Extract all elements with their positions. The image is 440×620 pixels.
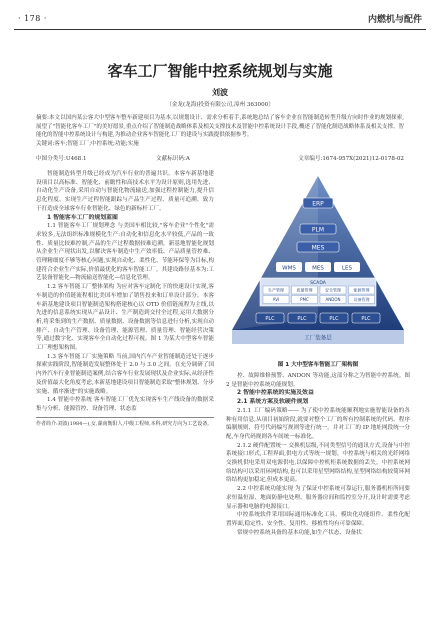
paragraph: 2.2 中控系统功能实现 为了保证中控系统可靠运行,服务器机柜所同要求恒温恒湿、地面防静电处理、服务器房间和监控室分开,设计时需要考虑显示器和电脑的电源接口。: [226, 486, 410, 510]
scada-module-label: PMC: [300, 297, 309, 303]
left-column: [36, 170, 214, 428]
scada-module-label: 质量管理: [296, 287, 313, 293]
paragraph: 2.1.1 工厂编码策略—— 为了使中控系统能顺利地实施智能设备的各种有用信息,从项目初始阶段,就要对整个工厂的所有控制系统的代码、程序编制规则、符号代码编写规则等进行统一。并对工厂的 IP 地址网段统一分配,车身代码规则各车间统一标准化。: [226, 407, 410, 440]
mes2-label: MES: [312, 265, 324, 272]
scada-module-label: 安全管理: [325, 287, 341, 293]
section-heading: 2.1 系统方案及软硬件规划: [237, 399, 309, 406]
paper-title: 客车工厂智能中控系统规划与实施: [107, 62, 333, 80]
affiliation: （金龙(龙海)投资有限公司,漳州 363000）: [166, 102, 274, 108]
section-heading: 2 智能中控系统的实施及效益: [237, 390, 314, 397]
journal-name: 内燃机与配件: [367, 15, 422, 25]
plc-label: PLC: [361, 316, 371, 322]
paragraph: 1.1 智能客车工厂规划理念 与美国车相比较,"客车企业"个性化"需求较多,无法组织标准规模化生产:自动化和信息化水平较低,产品的一致性、质量比较难控制,产品的生产过程数据较难追溯。新基地智能化规划从企业生产现状出发,以解决客车制造中生产效率低、产品质量管控难、管理精细度不够等核心问题,实现自动化、柔性化、节能环保等为目标,构建符合企业生产实际,价值最优化的客车智能工厂。其建设路径基本为:工艺装备智能化—物流输送智能化—信息化管理。: [36, 223, 214, 282]
paragraph: 1.3 客车智能工厂实施策略 当前,国内汽车产业智能制造还处于逐步探索实践阶段,智能制造发展整体处于 2.0 与 3.0 之间。在充分调研了国内外汽车行业智能制造案例,结合客车行业发展现状及企业实际,从经济性及价值最大化角度考虑,本新基地建设项目智能制造采取"整体规划、分步实施、循序渐进"的实施战略。: [36, 353, 214, 395]
scada-module-label: 设备管理: [353, 297, 370, 303]
paragraph: 1.4 智能中控系统 客车智能工厂优先实现客车生产线设备的数据采集与分析、能源管控、设备管理、状态监: [36, 397, 214, 412]
figure-caption: 图 1 大中型客车智能工厂架构图: [277, 362, 359, 368]
plc-label: PLC: [265, 316, 275, 322]
author: 刘波: [212, 87, 228, 97]
abstract-block: [36, 114, 404, 148]
paragraph: 智能制造转型升级已经成为汽车行业的普遍共识。本客车新基地建设项目以高标准、智能化、前瞻性和高技术水平为设计原则,选用先进、自动化生产设备,采用自动与智能化物流输送,加强过程控制能力,提升信息化程度。实现生产过程智能跟踪与产品生产过程、质量可追溯。致力于打造成全球客车行业智能化、绿色的新标杆工厂。: [36, 171, 214, 212]
paragraph: 控、故障维修预警、ANDON 等功能,这部分称之为智能中控系统。图 2 是智能中控系统功能规划。: [226, 373, 410, 388]
right-column: [226, 372, 410, 537]
erp-label: ERP: [312, 200, 324, 208]
pyramid-diagram: [226, 168, 410, 358]
scada-module-label: AVI: [272, 297, 280, 303]
paragraph: 2.1.2 硬件配置统一 交换机层级,不同类型信号的通讯方式,设备与中控系统接口形式,工程界面,供电方式等统一规划。中控系统与相关的光纤网络交换机供电采用双电源供电,以保障中控机柜系统数据的丢失。中控系统网络结构可以采用环网结构,也可以采用星型网络结构,星型网络结构较简环网络结构更加稳定,但成本更高。: [226, 442, 410, 484]
scada-module-label: ANDON: [325, 297, 341, 303]
classification-code: 中图分类号:U468.1: [36, 156, 87, 162]
article-id: 文章编号:1674-957X(2021)12-0178-02: [298, 156, 404, 162]
abstract: 摘要:本文以国内某公客大中型客车整车新建项目为基本,以规划设计、需求分析着手,系统地总结了客车企业在智能制造转型升级方向时作业的规划探索,展望了"智能化客车工厂"的美好愿景,重点介绍了智能制造战略体系及相关支撑技术及智能中控系统设计手段,概述了智能化制造战略体系及相关支撑。智能化的智能中控系统设计与构建,为推动企业客车智能化工厂的建设与实践提供依据参考。: [36, 115, 404, 139]
keywords: 关键词:客车;智能工厂;中控系统;功能;实施: [36, 140, 139, 147]
architecture-figure: [226, 168, 410, 358]
paragraph: 中控系统软件采用国际通用标准化工具、模块化功能组件、柔性化配置界面,稳定性、安全性、复用性、移植性均有可靠保障。: [226, 512, 410, 527]
mes-label: MES: [311, 244, 325, 252]
wms-label: WMS: [282, 265, 296, 272]
classification-row: [36, 154, 404, 163]
plc-label: PLC: [297, 316, 307, 322]
plc-label: PLC: [329, 316, 339, 322]
author-note: 作者简介:刘波(1984—),女,湖南衡阳人,中级工程师,本科,研究方向为工艺设备。: [36, 417, 214, 429]
header-rule: [14, 29, 426, 30]
equipment-layer-label: 工厂装备层: [304, 335, 332, 342]
document-code: 文献标识码:A: [156, 156, 190, 162]
paragraph: 1.2 客车智能工厂整体架构 为应对客车定制化下的快速设计实现,客车制造的价值链流程相比美国车增加了销售投来和订单设计部分。本客车新基地建设项目智能制造架构搭建核心以 OTD 价值链流程为主线,以先进的信息系统实现从产品设计、生产制造到交付全过程,运用大数据分析,将采集到的生产数据、质量数据、设备数据等信息进行分析,实现自动排产、自动生产管理、设备管理、能源管理、质量管理、智能经营决策等,通过数字化、实现客车全自动化过程可视。图 1 为某大中型客车智能工厂理想架构图。: [36, 284, 214, 352]
scada-title: SCADA: [310, 281, 326, 286]
section-heading: 1 智能客车工厂的规划蓝图: [47, 214, 118, 221]
paragraph: 常规中控系统具备的基本功能,如生产状态、设备状: [237, 529, 362, 536]
scada-module-label: 生产管理: [268, 287, 284, 293]
plm-label: PLM: [311, 226, 325, 234]
les-label: LES: [341, 265, 353, 272]
page-number: · 178 ·: [18, 14, 47, 23]
scada-module-label: 能源管理: [353, 287, 370, 293]
